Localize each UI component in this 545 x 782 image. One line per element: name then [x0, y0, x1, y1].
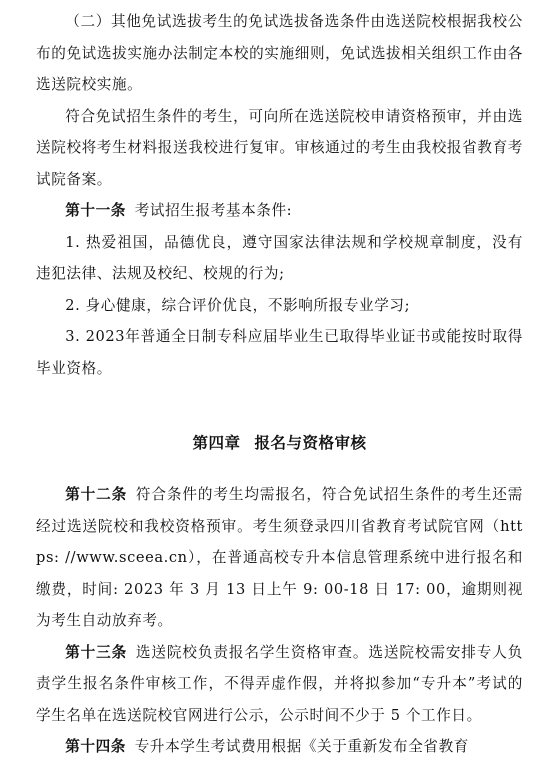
article-14-heading: 第十四条	[65, 738, 126, 755]
chapter-title: 报名与资格审核	[254, 434, 367, 452]
article-11-item-2: 2. 身心健康，综合评价优良，不影响所报专业学习;	[65, 296, 411, 314]
article-11-text: 考试招生报考基本条件:	[134, 202, 293, 219]
article-11	[36, 195, 523, 227]
paragraph-exemption-rules: （二）其他免试选拔考生的免试选拔备选条件由选送院校根据我校公布的免试选拔实施办法制定本校的实施细则，免试选拔相关组织工作由各选送院校实施。	[36, 13, 523, 93]
article-14-text: 专升本学生考试费用根据《关于重新发布全省教育	[134, 738, 469, 755]
article-12	[36, 479, 523, 637]
article-14	[36, 731, 523, 763]
article-13-text: 选送院校负责报名学生资格审查。选送院校需安排专人负责学生报名条件审核工作，不得弄虚作假，并将拟参加“专升本”考试的学生名单在选送院校官网进行公示，公示时间不少于 5 个工作日。	[36, 643, 523, 724]
article-11-item-3: 3. 2023年普通全日制专科应届毕业生已取得毕业证书或能按时取得毕业资格。	[36, 328, 523, 377]
article-12-text: 符合条件的考生均需报名，符合免试招生条件的考生还需经过选送院校和我校资格预审。考生须登录四川省教育考试院官网（https: //www.sceea.cn），在普通高校专升本信息管理系统中进行报名和缴费，时间: 2023 年 3 月 13 日上午 9: 00-18 日 17: 00，逾期则视为考生自动放弃考。	[36, 486, 523, 629]
chapter-number: 第四章	[192, 434, 241, 452]
chapter-heading	[36, 428, 523, 459]
article-11-heading: 第十一条	[65, 202, 126, 219]
article-13-heading: 第十三条	[65, 643, 128, 661]
paragraph-prequalification: 符合免试招生条件的考生，可向所在选送院校申请资格预审，并由选送院校将考生材料报送我校进行复审。审核通过的考生由我校报省教育考试院备案。	[36, 107, 523, 188]
article-11-item-1: 1. 热爱祖国，品德优良，遵守国家法律法规和学校规章制度，没有违犯法律、法规及校纪、校规的行为;	[36, 233, 523, 282]
article-12-heading: 第十二条	[65, 486, 128, 503]
article-13	[36, 637, 523, 732]
